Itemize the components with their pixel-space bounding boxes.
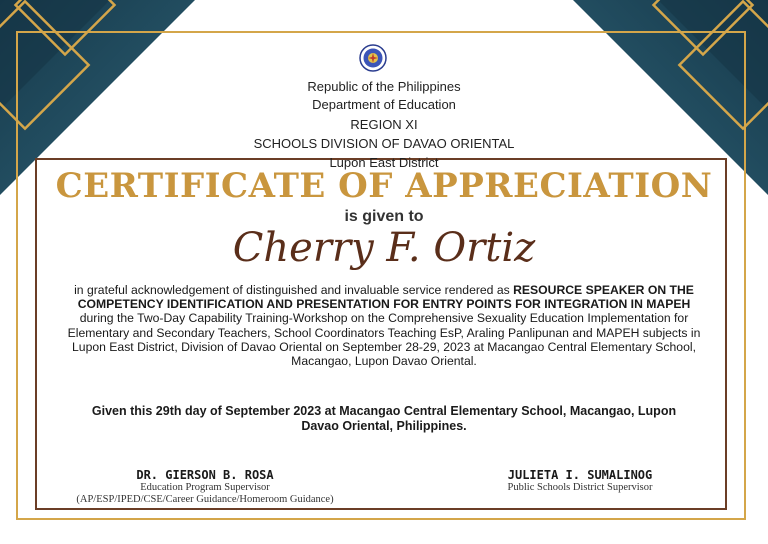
recipient-name: Cherry F. Ortiz xyxy=(232,225,536,271)
certificate-title: CERTIFICATE OF APPRECIATION xyxy=(55,166,713,206)
header-department: Department of Education xyxy=(312,97,456,112)
signatory-name: DR. GIERSON B. ROSA xyxy=(136,468,274,482)
citation-intro: in grateful acknowledgement of distinguished and invaluable service rendered as xyxy=(74,283,514,297)
header-division: SCHOOLS DIVISION OF DAVAO ORIENTAL xyxy=(253,136,515,151)
header-region: REGION XI xyxy=(350,117,418,132)
citation-details: during the Two-Day Capability Training-Workshop on the Comprehensive Sexuality Education Implementation for Elementary and Secondary Teachers, School Coordinators Teaching EsP, Araling Panlipunan and MAPEH subjects in Lupon East District, Division of Davao Oriental on September 28-29, 2023 at Macangao Central Elementary School, Macangao, Lupon Davao Oriental. xyxy=(67,311,701,369)
header-district: Lupon East District xyxy=(329,155,439,170)
citation-text xyxy=(60,283,708,368)
header-republic: Republic of the Philippines xyxy=(307,79,461,94)
citation-role: RESOURCE SPEAKER ON THE COMPETENCY IDENTIFICATION AND PRESENTATION FOR ENTRY POINTS FOR INTEGRATION IN MAPEH xyxy=(77,283,694,312)
signatory-title: Education Program Supervisor xyxy=(140,482,270,493)
given-to-label: is given to xyxy=(344,208,424,225)
signatory-title: Public Schools District Supervisor xyxy=(507,482,653,493)
signatory-name: JULIETA I. SUMALINOG xyxy=(507,468,653,482)
given-date-text: Given this 29th day of September 2023 at Macangao Central Elementary School, Macangao, Lupon Davao Oriental, Philippines. xyxy=(91,404,677,433)
signatory-district-supervisor xyxy=(470,468,690,494)
signatory-subtitle: (AP/ESP/IPED/CSE/Career Guidance/Homeroom Guidance) xyxy=(76,494,334,505)
deped-seal-icon xyxy=(359,44,387,72)
signatory-supervisor xyxy=(20,468,390,506)
